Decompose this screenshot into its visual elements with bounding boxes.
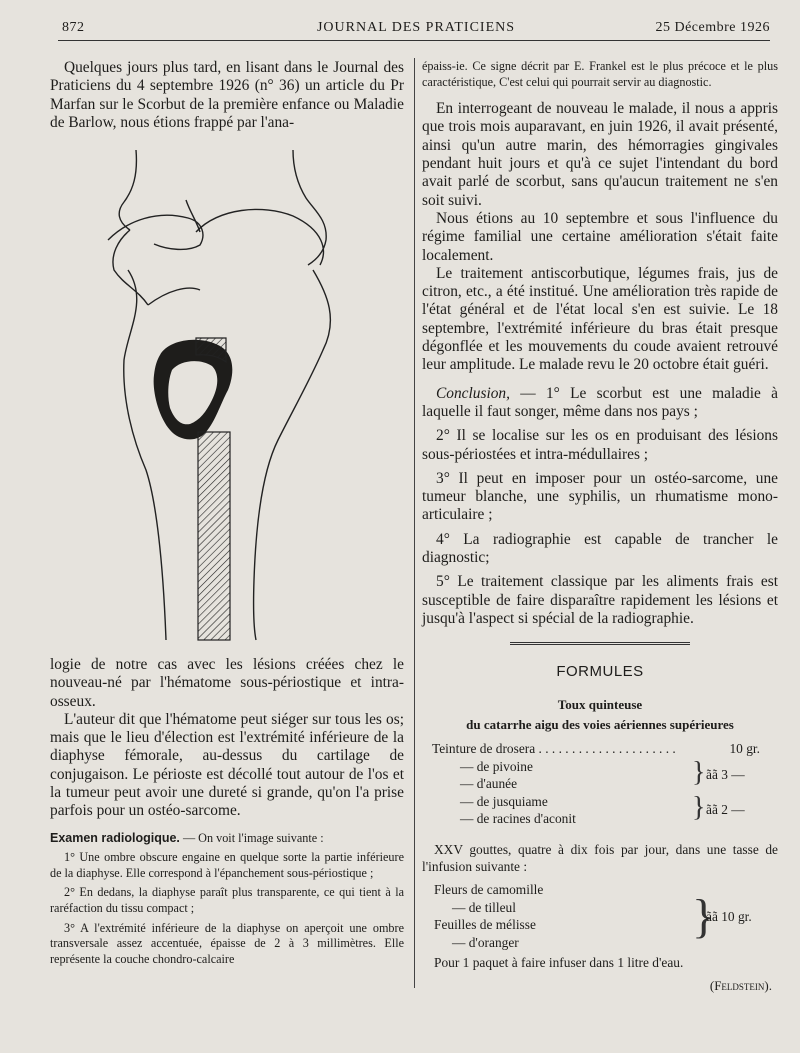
recipe-line: — d'aunée bbox=[460, 776, 518, 792]
exam-item-2: 2° En dedans, la diaphyse paraît plus transparente, ce qui tient à la raréfaction du tissu compact ; bbox=[50, 885, 404, 916]
aa-quantity-3: ãã 10 gr. bbox=[706, 909, 752, 925]
brace: } bbox=[692, 757, 706, 789]
column-divider bbox=[414, 58, 415, 988]
exam-title: Examen radiologique. bbox=[50, 830, 180, 845]
paragraph: logie de notre cas avec les lésions créées chez le nouveau-né par l'hématome sous-périostique et intra-osseux. bbox=[50, 656, 404, 710]
header-rule bbox=[58, 40, 770, 41]
aa-quantity-1: ãã 3 — bbox=[706, 767, 745, 783]
recipe-title: Toux quinteuse bbox=[557, 696, 643, 712]
formules-rule bbox=[510, 642, 690, 647]
exam-item-1: 1° Une ombre obscure engaine en quelque sorte la partie inférieure de la diaphyse. Elle correspond à l'épanchement sous-périostique ; bbox=[50, 850, 404, 880]
paragraph: Le traitement antiscorbutique, légumes frais, jus de citron, etc., a été institué. Une amélioration très rapide de l'état général et de l'état local s'en est suivie. Le 18 septembre, l'extrémité inférieure du bras était presque dégonflée et les mouvements du coude avaient retrouvé leur amplitude. Le malade revu le 20 octobre était guéri. bbox=[422, 264, 778, 374]
continuation-text: épaiss-ie. Ce signe décrit par E. Frankel est le plus précoce et le plus caractéristique, C'est celui qui pourrait servir au diagnostic. bbox=[422, 59, 778, 89]
recipe-line: Teinture de drosera . . . 10 gr. bbox=[422, 740, 778, 758]
aa-quantity-2: ãã 2 — bbox=[706, 802, 745, 818]
exam-item-3: 3° A l'extrémité inférieure de la diaphyse on aperçoit une ombre transversale assez accentuée, épaisse de 2 à 3 millimètres. Elle représente la couche chondro-calcaire bbox=[50, 920, 404, 966]
instructions: XXV gouttes, quatre à dix fois par jour, dans une tasse de l'infusion suivante : bbox=[422, 842, 778, 875]
paragraph: L'auteur dit que l'hématome peut siéger sur tous les os; mais que le lieu d'élection est l'extrémité inférieure de la diaphyse fémorale, au-dessus du cartilage de conjugaison. Le périoste est décollé tout autour de l'os et la tumeur peut avoir une dureté si grande, qu'on l'a prise parfois pour un ostéo-sarcome. bbox=[50, 710, 404, 820]
left-column-bottom bbox=[50, 656, 404, 967]
paragraph: Quelques jours plus tard, en lisant dans le Journal des Praticiens du 4 septembre 1926 (n° 36) un article du Pr Marfan sur le Scorbut de la première enfance ou Maladie de Barlow, nous étions frappé par l'ana- bbox=[50, 59, 404, 131]
formules-title: FORMULES bbox=[556, 663, 644, 681]
bone-drawing-figure bbox=[88, 140, 368, 660]
page-header bbox=[62, 18, 770, 40]
issue-date: 25 Décembre 1926 bbox=[655, 20, 770, 35]
recipe-1 bbox=[422, 740, 778, 835]
signature: (Feldstein). bbox=[709, 977, 772, 993]
exam-intro: — On voit l'image suivante : bbox=[179, 830, 324, 845]
recipe-2: Fleurs de camomille — de tilleul Feuilles de mélisse — d'oranger } ãã 10 gr. bbox=[434, 882, 752, 950]
conclusion-2: 2° Il se localise sur les os en produisant des lésions sous-périostées et intra-médullaires ; bbox=[422, 427, 778, 463]
diaphysis-shaft bbox=[198, 432, 230, 640]
conclusion-1: Conclusion, — 1° Le scorbut est une maladie à laquelle il faut songer, même dans nos pays ; bbox=[422, 384, 778, 420]
recipe-line: — de jusquiame bbox=[460, 793, 548, 809]
recipe-line: — de pivoine bbox=[460, 758, 533, 774]
exam-heading bbox=[50, 831, 404, 847]
right-column bbox=[422, 59, 778, 995]
final-instruction: Pour 1 paquet à faire infuser dans 1 litre d'eau. bbox=[434, 955, 684, 971]
conclusion-5: 5° Le traitement classique par les aliments frais est susceptible de faire disparaître rapidement les lésions et jusqu'à l'aspect si spécial de la radiographie. bbox=[422, 573, 778, 627]
conclusion-3: 3° Il peut en imposer pour un ostéo-sarcome, une tumeur blanche, une syphilis, un rhumatisme mono-articulaire ; bbox=[422, 469, 778, 524]
brace: } bbox=[692, 890, 716, 944]
journal-title: JOURNAL DES PRATICIENS bbox=[316, 20, 516, 35]
paragraph: En interrogeant de nouveau le malade, il nous a appris que trois mois auparavant, en juin 1926, il avait présenté, ainsi qu'un autre marin, des hémorragies gingivales pendant huit jours et qu'à ce sujet l'intendant du bord avait parlé de scorbut, sans qu'aucun traitement ne s'en soit suivi. bbox=[422, 100, 778, 209]
left-column-top bbox=[50, 59, 404, 132]
page-number: 872 bbox=[62, 20, 85, 35]
conclusion-4: 4° La radiographie est capable de trancher le diagnostic; bbox=[422, 530, 778, 567]
recipe-line: — de racines d'aconit bbox=[460, 811, 576, 827]
conclusion-label: Conclusion, bbox=[436, 384, 510, 402]
paragraph: Nous étions au 10 septembre et sous l'influence du régime familial une certaine amélioration s'était faite localement. bbox=[422, 209, 778, 264]
brace: } bbox=[692, 792, 706, 824]
recipe-subtitle: du catarrhe aigu des voies aériennes supérieures bbox=[466, 716, 734, 732]
